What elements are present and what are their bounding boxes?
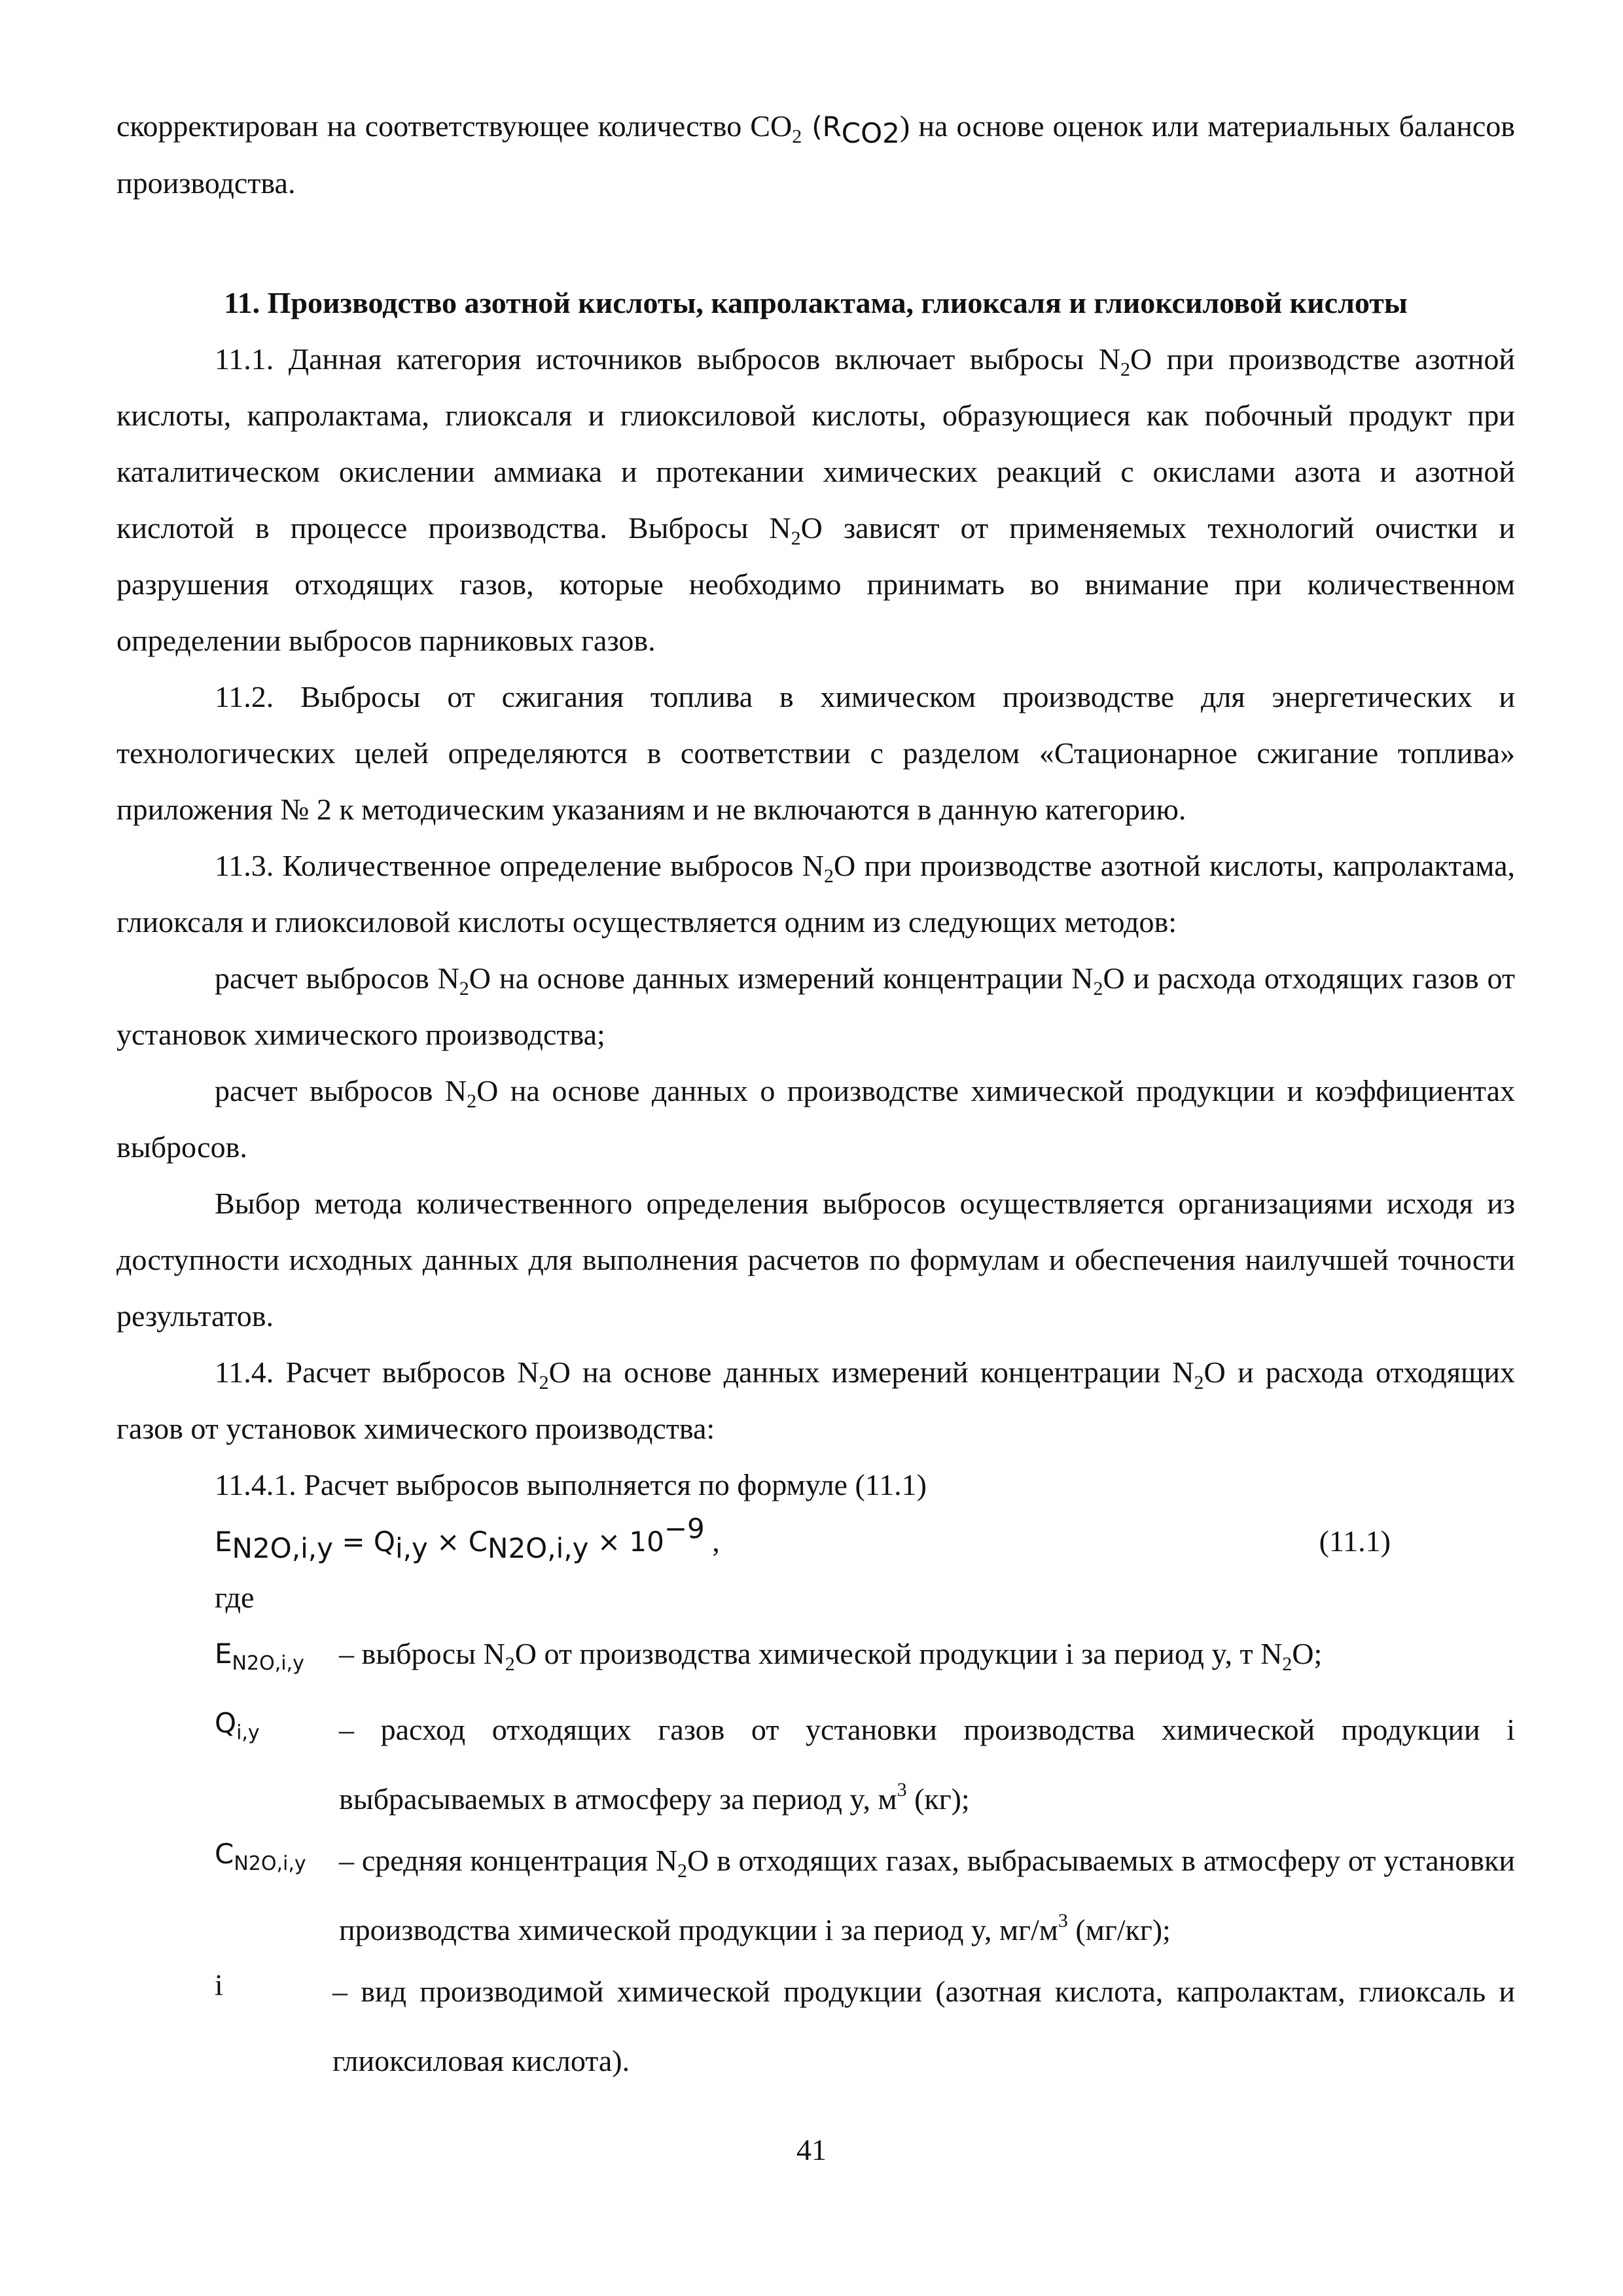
definition-symbol: [215, 1626, 304, 1682]
formula-symbol-e: E: [215, 1526, 232, 1558]
paragraph-text: O на основе данных измерений концентрации N: [469, 961, 1094, 995]
subscript: 2: [792, 126, 802, 147]
formula-comma: ,: [704, 1524, 720, 1558]
subscript: i,y: [236, 1721, 260, 1744]
subscript: CO2: [841, 117, 900, 149]
superscript: 3: [897, 1779, 907, 1801]
subscript: N2O,i,y: [488, 1532, 589, 1564]
intro-paragraph: [116, 98, 1515, 211]
definition-part: (мг/кг);: [1067, 1913, 1171, 1946]
subscript: 2: [1120, 359, 1130, 380]
method-1: [116, 950, 1515, 1063]
subscript: i,y: [395, 1532, 428, 1564]
subscript: 2: [1093, 978, 1103, 999]
paragraph-11-2: 11.2. Выбросы от сжигания топлива в химическом производстве для энергетических и технологических целей определяются в соответствии с разделом «Стационарное сжигание топлива» приложения № 2 к методическим указаниям и не включаются в данную категорию.: [116, 680, 1515, 826]
superscript: −9: [664, 1513, 705, 1545]
formula-power: × 10: [588, 1526, 664, 1558]
symbol-letter: Q: [215, 1707, 237, 1739]
paragraph-text: расчет выбросов N: [215, 961, 459, 995]
subscript: 2: [505, 1653, 515, 1675]
subscript: 2: [677, 1860, 688, 1882]
formula-11-1: [215, 1513, 1515, 1570]
formula-symbol-c: × C: [427, 1526, 488, 1558]
symbol-letter: C: [215, 1838, 234, 1870]
subscript: 2: [1282, 1653, 1293, 1675]
paragraph-text: O на основе данных о производстве химической продукции и коэффициентах выбросов.: [116, 1074, 1516, 1164]
subscript: N2O,i,y: [234, 1852, 306, 1875]
definition-part: – средняя концентрация N: [339, 1844, 678, 1877]
page-number: 41: [796, 2133, 827, 2166]
definition-symbol: [215, 1695, 260, 1751]
paragraph-text: O и расхода отходящих газов от установок химического производства;: [116, 961, 1515, 1051]
subscript: 2: [459, 978, 469, 999]
definition-part: – выбросы N: [339, 1637, 505, 1670]
definition-part: O в отходящих газах, выбрасываемых в атмосферу от установки производства химической продукции i за период y, мг/м: [339, 1844, 1515, 1946]
definition-text: [339, 1626, 1515, 1682]
definition-symbol: [215, 1826, 306, 1882]
definition-text: – вид производимой химической продукции (азотная кислота, капролактам, глиоксаль и глиоксиловая кислота).: [332, 1975, 1515, 2077]
paragraph-text: 11.3. Количественное определение выбросов N: [215, 849, 825, 882]
where-label: где: [215, 1581, 255, 1614]
paragraph-text: O при производстве азотной кислоты, капролактама, глиоксаля и глиоксиловой кислоты осуществляется одним из следующих методов:: [116, 849, 1515, 939]
intro-text-end: ) на основе оценок или материальных балансов производства.: [116, 109, 1515, 200]
definition-text: [339, 1826, 1515, 1965]
paragraph-11-1: [116, 331, 1515, 669]
method-choice-paragraph: Выбор метода количественного определения выбросов осуществляется организациями исходя из доступности исходных данных для выполнения расчетов по формулам и обеспечения наилучшей точности результатов.: [116, 1187, 1515, 1333]
paragraph-text: O при производстве азотной кислоты, капролактама, глиоксаля и глиоксиловой кислоты, образующиеся как побочный продукт при каталитическом окислении аммиака и протекании химических реакций с окислами азота и азотной кислотой в процессе производства. Выбросы N: [116, 342, 1516, 545]
section-heading: 11. Производство азотной кислоты, капролактама, глиоксаля и глиоксиловой кислоты: [224, 286, 1408, 319]
paragraph-11-3: [116, 838, 1515, 950]
intro-text: скорректирован на соответствующее количество CO: [116, 109, 793, 143]
definition-part: (кг);: [906, 1782, 970, 1816]
paragraph-text: O и расхода отходящих газов от установок химического производства:: [116, 1355, 1515, 1445]
method-2: [116, 1063, 1515, 1175]
definition-text: [339, 1695, 1515, 1834]
symbol-letter: E: [215, 1638, 232, 1670]
subscript: 2: [1194, 1372, 1204, 1393]
paragraph-11-4-1: 11.4.1. Расчет выбросов выполняется по формуле (11.1): [215, 1468, 927, 1501]
subscript: N2O,i,y: [232, 1532, 333, 1564]
paragraph-text: 11.1. Данная категория источников выбросов включает выбросы N: [215, 342, 1120, 376]
subscript: N2O,i,y: [232, 1652, 304, 1675]
formula-symbol-q: = Q: [332, 1526, 395, 1558]
paragraph-text: расчет выбросов N: [215, 1074, 467, 1107]
paragraph-11-4: [116, 1344, 1515, 1457]
paragraph-text: O на основе данных измерений концентрации N: [548, 1355, 1194, 1389]
intro-symbol: (R: [802, 111, 842, 143]
paragraph-text: 11.4. Расчет выбросов N: [215, 1355, 539, 1389]
subscript: 2: [467, 1090, 477, 1112]
definition-part: O от производства химической продукции i за период y, т N: [514, 1637, 1283, 1670]
subscript: 2: [539, 1372, 549, 1393]
definition-symbol: i: [215, 1968, 223, 2001]
definition-part: – расход отходящих газов от установки производства химической продукции i выбрасываемых в атмосферу за период y, м: [339, 1713, 1515, 1816]
subscript: 2: [824, 865, 834, 887]
formula-number: (11.1): [1319, 1524, 1391, 1558]
subscript: 2: [791, 528, 801, 549]
superscript: 3: [1058, 1910, 1068, 1931]
paragraph-text: O зависят от применяемых технологий очистки и разрушения отходящих газов, которые необходимо принимать во внимание при количественном определении выбросов парниковых газов.: [116, 511, 1516, 657]
definition-part: O;: [1292, 1637, 1323, 1670]
